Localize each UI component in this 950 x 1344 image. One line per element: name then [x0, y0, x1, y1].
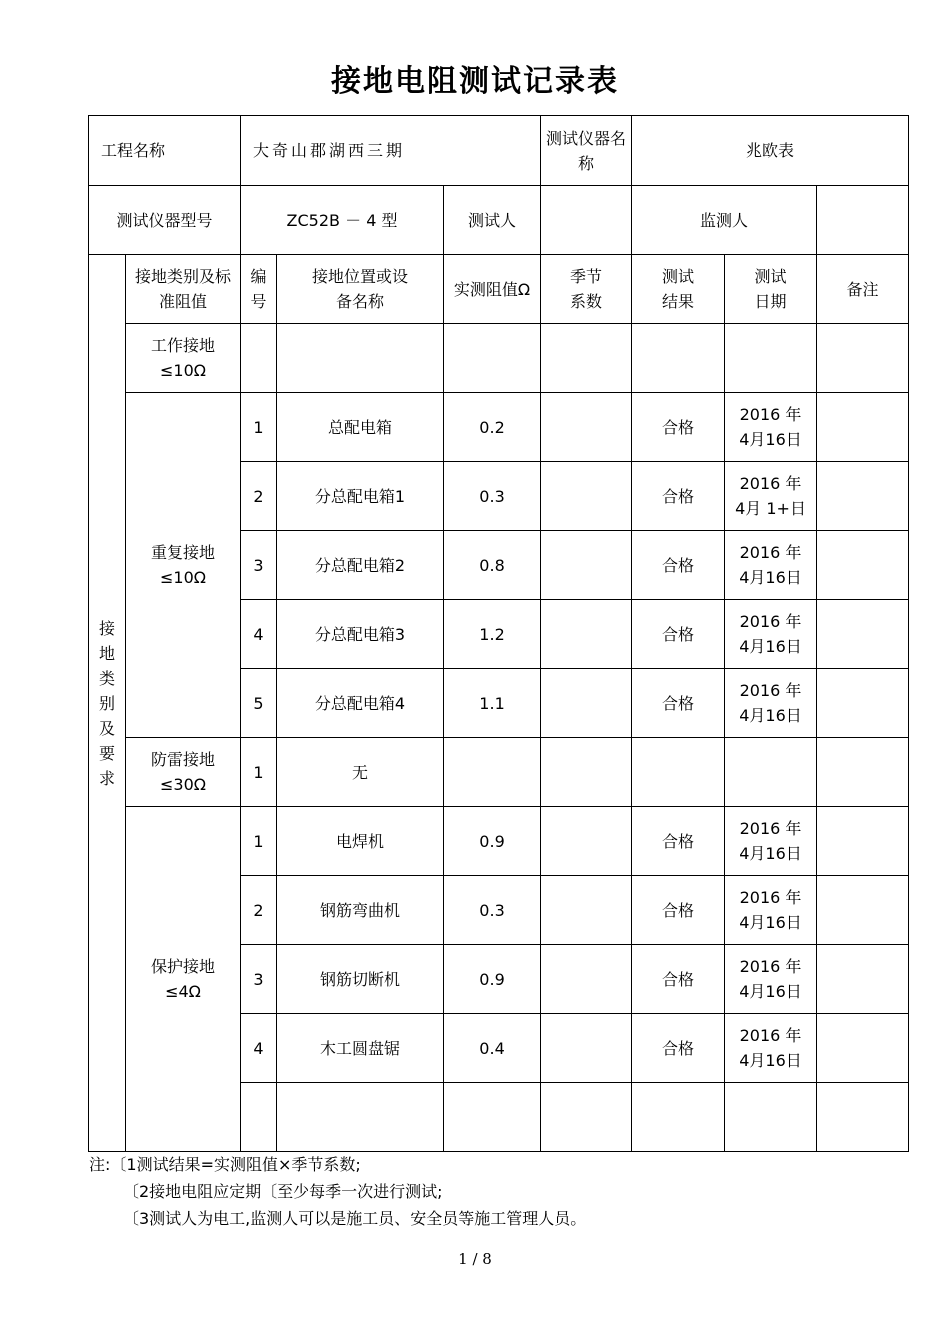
cell-season-factor	[541, 462, 632, 531]
cell-resistance: 0.8	[444, 531, 541, 600]
cell-remark	[817, 945, 909, 1014]
cell-season-factor	[541, 669, 632, 738]
info-row-1	[89, 116, 909, 186]
instrument-model-label: 测试仪器型号	[89, 186, 241, 255]
page-number: 1 / 8	[458, 1250, 492, 1268]
cell-resistance	[444, 324, 541, 393]
cell-number: 2	[241, 462, 277, 531]
cell-resistance: 0.3	[444, 876, 541, 945]
header-date: 测试日期	[725, 255, 817, 324]
header-row	[89, 255, 909, 324]
instrument-model-value: ZC52B － 4 型	[241, 186, 444, 255]
cell-location: 分总配电箱1	[277, 462, 444, 531]
info-row-2	[89, 186, 909, 255]
cell-result	[632, 324, 725, 393]
cell-remark	[817, 807, 909, 876]
cell-location: 分总配电箱4	[277, 669, 444, 738]
cell-season-factor	[541, 393, 632, 462]
category-repeat-label: 重复接地 ≤10Ω	[126, 393, 241, 738]
header-category: 接地类别及标准阻值	[126, 255, 241, 324]
table-row	[89, 324, 909, 393]
instrument-name-value: 兆欧表	[632, 116, 909, 186]
cell-resistance: 0.9	[444, 945, 541, 1014]
category-work-label: 工作接地 ≤10Ω	[126, 324, 241, 393]
cell-date: 2016 年 4月16日	[725, 531, 817, 600]
cell-number: 4	[241, 600, 277, 669]
cell-remark	[817, 393, 909, 462]
cell-location: 钢筋切断机	[277, 945, 444, 1014]
cell-location: 木工圆盘锯	[277, 1014, 444, 1083]
cell-season-factor	[541, 807, 632, 876]
cell-resistance	[444, 738, 541, 807]
cell-location: 钢筋弯曲机	[277, 876, 444, 945]
cell-date: 2016 年 4月16日	[725, 1014, 817, 1083]
note-2: 〔2接地电阻应定期〔至少每季一次进行测试;	[123, 1182, 443, 1201]
cell-season-factor	[541, 1083, 632, 1152]
table-row	[89, 393, 909, 462]
cell-resistance: 1.1	[444, 669, 541, 738]
cell-result: 合格	[632, 876, 725, 945]
category-lightning-label: 防雷接地 ≤30Ω	[126, 738, 241, 807]
note-1: 注:〔1测试结果=实测阻值×季节系数;	[89, 1155, 361, 1174]
cell-location: 总配电箱	[277, 393, 444, 462]
table-row	[89, 738, 909, 807]
cell-number: 1	[241, 807, 277, 876]
header-resistance: 实测阻值Ω	[444, 255, 541, 324]
cell-resistance: 0.3	[444, 462, 541, 531]
cell-date: 2016 年 4月 1+日	[725, 462, 817, 531]
monitor-label: 监测人	[632, 186, 817, 255]
cell-location: 电焊机	[277, 807, 444, 876]
header-remark: 备注	[817, 255, 909, 324]
cell-result	[632, 1083, 725, 1152]
note-3: 〔3测试人为电工,监测人可以是施工员、安全员等施工管理人员。	[123, 1209, 587, 1228]
cell-season-factor	[541, 324, 632, 393]
cell-resistance: 0.2	[444, 393, 541, 462]
cell-remark	[817, 1083, 909, 1152]
cell-number: 2	[241, 876, 277, 945]
cell-location: 无	[277, 738, 444, 807]
cell-remark	[817, 600, 909, 669]
cell-season-factor	[541, 531, 632, 600]
header-number: 编号	[241, 255, 277, 324]
cell-remark	[817, 324, 909, 393]
cell-season-factor	[541, 876, 632, 945]
cell-location	[277, 1083, 444, 1152]
cell-result	[632, 738, 725, 807]
header-result: 测试结果	[632, 255, 725, 324]
cell-result: 合格	[632, 393, 725, 462]
cell-number: 5	[241, 669, 277, 738]
cell-remark	[817, 462, 909, 531]
cell-remark	[817, 669, 909, 738]
cell-resistance: 0.4	[444, 1014, 541, 1083]
monitor-value	[817, 186, 909, 255]
tester-value	[541, 186, 632, 255]
cell-resistance: 0.9	[444, 807, 541, 876]
cell-number: 3	[241, 945, 277, 1014]
cell-remark	[817, 1014, 909, 1083]
grounding-test-table	[88, 115, 909, 1152]
cell-result: 合格	[632, 1014, 725, 1083]
project-name-value: 大奇山郡湖西三期	[241, 116, 541, 186]
cell-season-factor	[541, 1014, 632, 1083]
cell-resistance: 1.2	[444, 600, 541, 669]
cell-result: 合格	[632, 600, 725, 669]
header-location: 接地位置或设备名称	[277, 255, 444, 324]
cell-result: 合格	[632, 531, 725, 600]
cell-date: 2016 年 4月16日	[725, 600, 817, 669]
cell-location: 分总配电箱2	[277, 531, 444, 600]
category-protect-label: 保护接地 ≤4Ω	[126, 807, 241, 1152]
cell-date	[725, 1083, 817, 1152]
header-season-factor: 季节系数	[541, 255, 632, 324]
cell-date: 2016 年 4月16日	[725, 876, 817, 945]
cell-location	[277, 324, 444, 393]
cell-season-factor	[541, 600, 632, 669]
cell-result: 合格	[632, 807, 725, 876]
cell-number	[241, 1083, 277, 1152]
project-name-label: 工程名称	[89, 116, 241, 186]
cell-result: 合格	[632, 669, 725, 738]
cell-number	[241, 324, 277, 393]
cell-season-factor	[541, 945, 632, 1014]
cell-number: 1	[241, 393, 277, 462]
cell-date: 2016 年 4月16日	[725, 807, 817, 876]
cell-season-factor	[541, 738, 632, 807]
cell-remark	[817, 876, 909, 945]
table-row	[89, 807, 909, 876]
cell-number: 4	[241, 1014, 277, 1083]
page-title: 接地电阻测试记录表	[331, 64, 619, 99]
cell-remark	[817, 531, 909, 600]
cell-date: 2016 年 4月16日	[725, 669, 817, 738]
cell-remark	[817, 738, 909, 807]
cell-date: 2016 年 4月16日	[725, 393, 817, 462]
cell-date: 2016 年 4月16日	[725, 945, 817, 1014]
tester-label: 测试人	[444, 186, 541, 255]
notes	[89, 1151, 586, 1232]
instrument-name-label: 测试仪器名称	[541, 116, 632, 186]
side-category-label: 接地类别及要求	[89, 255, 126, 1152]
cell-result: 合格	[632, 462, 725, 531]
cell-number: 1	[241, 738, 277, 807]
cell-result: 合格	[632, 945, 725, 1014]
cell-date	[725, 738, 817, 807]
cell-date	[725, 324, 817, 393]
cell-number: 3	[241, 531, 277, 600]
cell-location: 分总配电箱3	[277, 600, 444, 669]
cell-resistance	[444, 1083, 541, 1152]
